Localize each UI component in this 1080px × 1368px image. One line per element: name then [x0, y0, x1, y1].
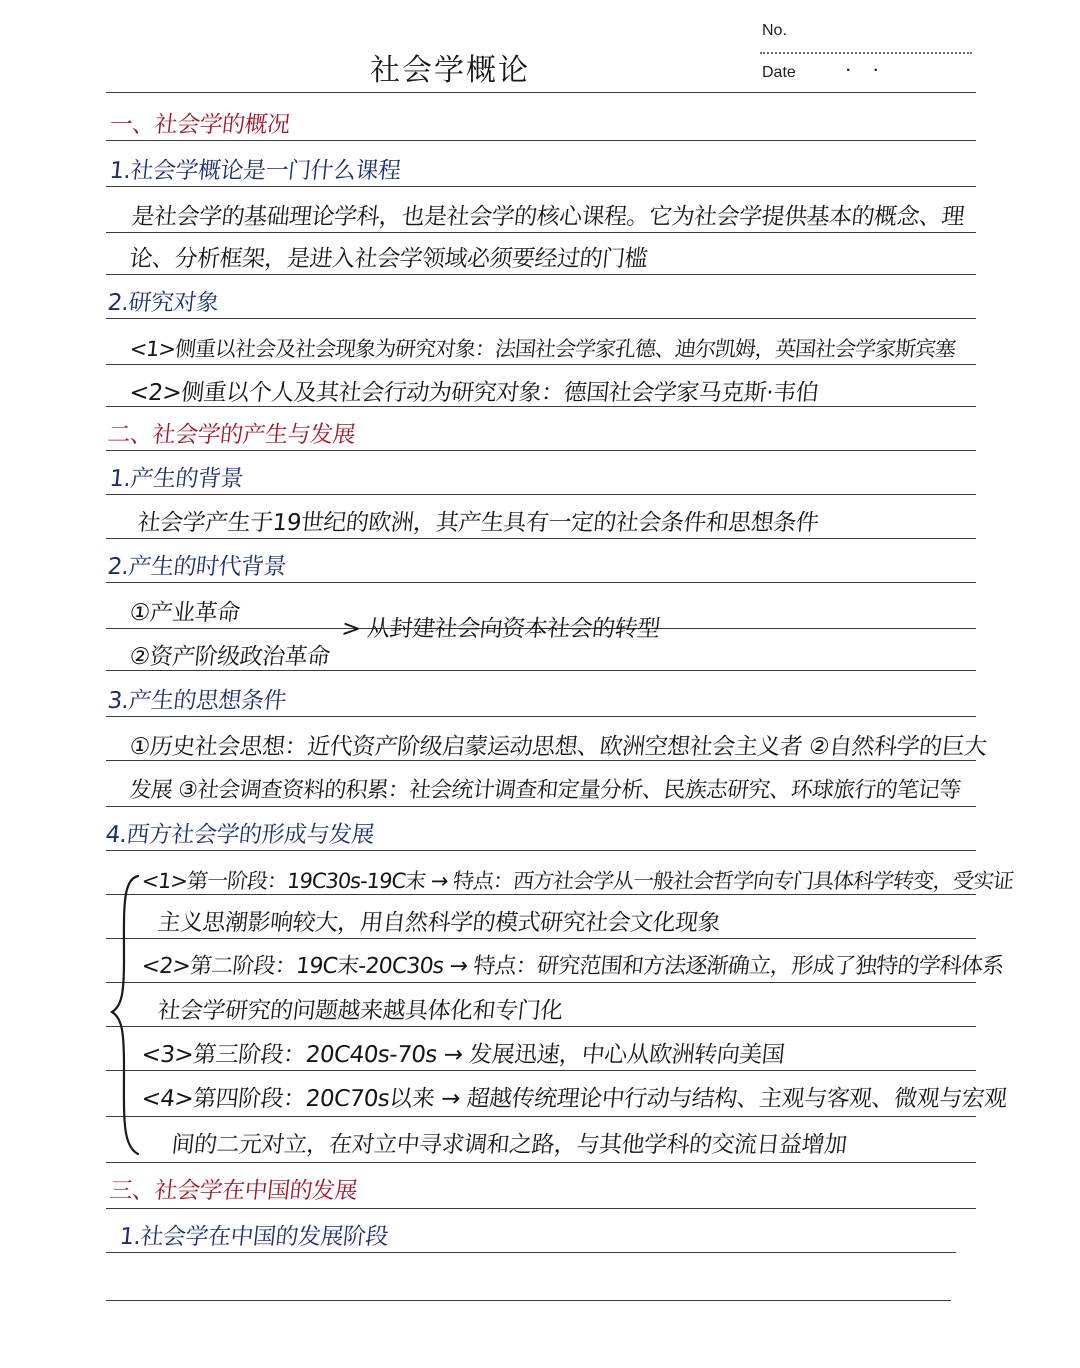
ruled-line [106, 1070, 976, 1071]
note-line: 是社会学的基础理论学科，也是社会学的核心课程。它为社会学提供基本的概念、理 [130, 204, 966, 230]
ruled-line [106, 186, 976, 187]
subheading: 1.社会学在中国的发展阶段 [118, 1224, 390, 1250]
no-label: No. [762, 22, 787, 39]
note-line: ①历史社会思想：近代资产阶级启蒙运动思想、欧洲空想社会主义者 ②自然科学的巨大 [128, 734, 989, 760]
page-title: 社会学概论 [370, 53, 530, 88]
subheading: 3.产生的思想条件 [106, 688, 288, 714]
ruled-line [106, 364, 976, 365]
ruled-line [106, 92, 976, 93]
ruled-line [106, 1116, 976, 1117]
date-dots: · · [846, 62, 879, 79]
ruled-line [106, 1208, 976, 1209]
ruled-line [106, 232, 976, 233]
note-line: 社会学研究的问题越来越具体化和专门化 [156, 998, 564, 1024]
ruled-line [106, 1026, 976, 1027]
ruled-line [106, 140, 976, 141]
ruled-line [106, 274, 976, 275]
ruled-line [106, 494, 976, 495]
note-line: <2>侧重以个人及其社会行动为研究对象：德国社会学家马克斯·韦伯 [128, 380, 820, 406]
note-line: <1>侧重以社会及社会现象为研究对象：法国社会学家孔德、迪尔凯姆，英国社会学家斯宾塞 [128, 337, 957, 361]
note-line: 间的二元对立，在对立中寻求调和之路，与其他学科的交流日益增加 [170, 1132, 848, 1158]
subheading: 2.产生的时代背景 [106, 554, 288, 580]
ruled-line [106, 938, 976, 939]
note-line: ②资产阶级政治革命 [128, 644, 332, 670]
note-line: 社会学产生于19世纪的欧洲，其产生具有一定的社会条件和思想条件 [136, 510, 820, 536]
subheading: 1.产生的背景 [108, 466, 245, 492]
no-dotted-line [760, 52, 972, 54]
ruled-line [106, 318, 976, 319]
section-heading: 一、社会学的概况 [108, 112, 291, 138]
ruled-line [106, 582, 976, 583]
ruled-line [106, 538, 976, 539]
ruled-line [106, 850, 976, 851]
note-line: ①产业革命 [128, 600, 242, 626]
note-line-arrow: > 从封建社会向资本社会的转型 [340, 616, 662, 642]
section-heading: 三、社会学在中国的发展 [108, 1178, 359, 1204]
ruled-line [106, 716, 976, 717]
ruled-line [106, 982, 976, 983]
curly-brace-icon [108, 870, 148, 1160]
section-heading: 二、社会学的产生与发展 [106, 422, 357, 448]
note-line: <3>第三阶段：20C40s-70s → 发展迅速，中心从欧洲转向美国 [140, 1042, 786, 1068]
date-label: Date [762, 64, 796, 81]
ruled-line [106, 1162, 976, 1163]
subheading: 1.社会学概论是一门什么课程 [108, 158, 402, 184]
note-line: <4>第四阶段：20C70s以来 → 超越传统理论中行动与结构、主观与客观、微观与宏观 [140, 1086, 1009, 1112]
note-line: 主义思潮影响较大，用自然科学的模式研究社会文化现象 [156, 910, 722, 936]
note-line: <1>第一阶段：19C30s-19C末 → 特点：西方社会学从一般社会哲学向专门具体科学转变，受实证 [140, 869, 1015, 893]
note-line: 论、分析框架，是进入社会学领域必须要经过的门槛 [128, 246, 649, 272]
note-line: <2>第二阶段：19C末-20C30s → 特点：研究范围和方法逐渐确立，形成了独特的学科体系 [140, 954, 1005, 979]
ruled-line [106, 806, 976, 807]
ruled-line [106, 450, 976, 451]
note-line: 发展 ③社会调查资料的积累：社会统计调查和定量分析、民族志研究、环球旅行的笔记等 [128, 778, 962, 803]
ruled-line [106, 1300, 951, 1301]
subheading: 2.研究对象 [106, 290, 220, 316]
ruled-line [106, 1252, 956, 1253]
subheading: 4.西方社会学的形成与发展 [104, 822, 376, 848]
